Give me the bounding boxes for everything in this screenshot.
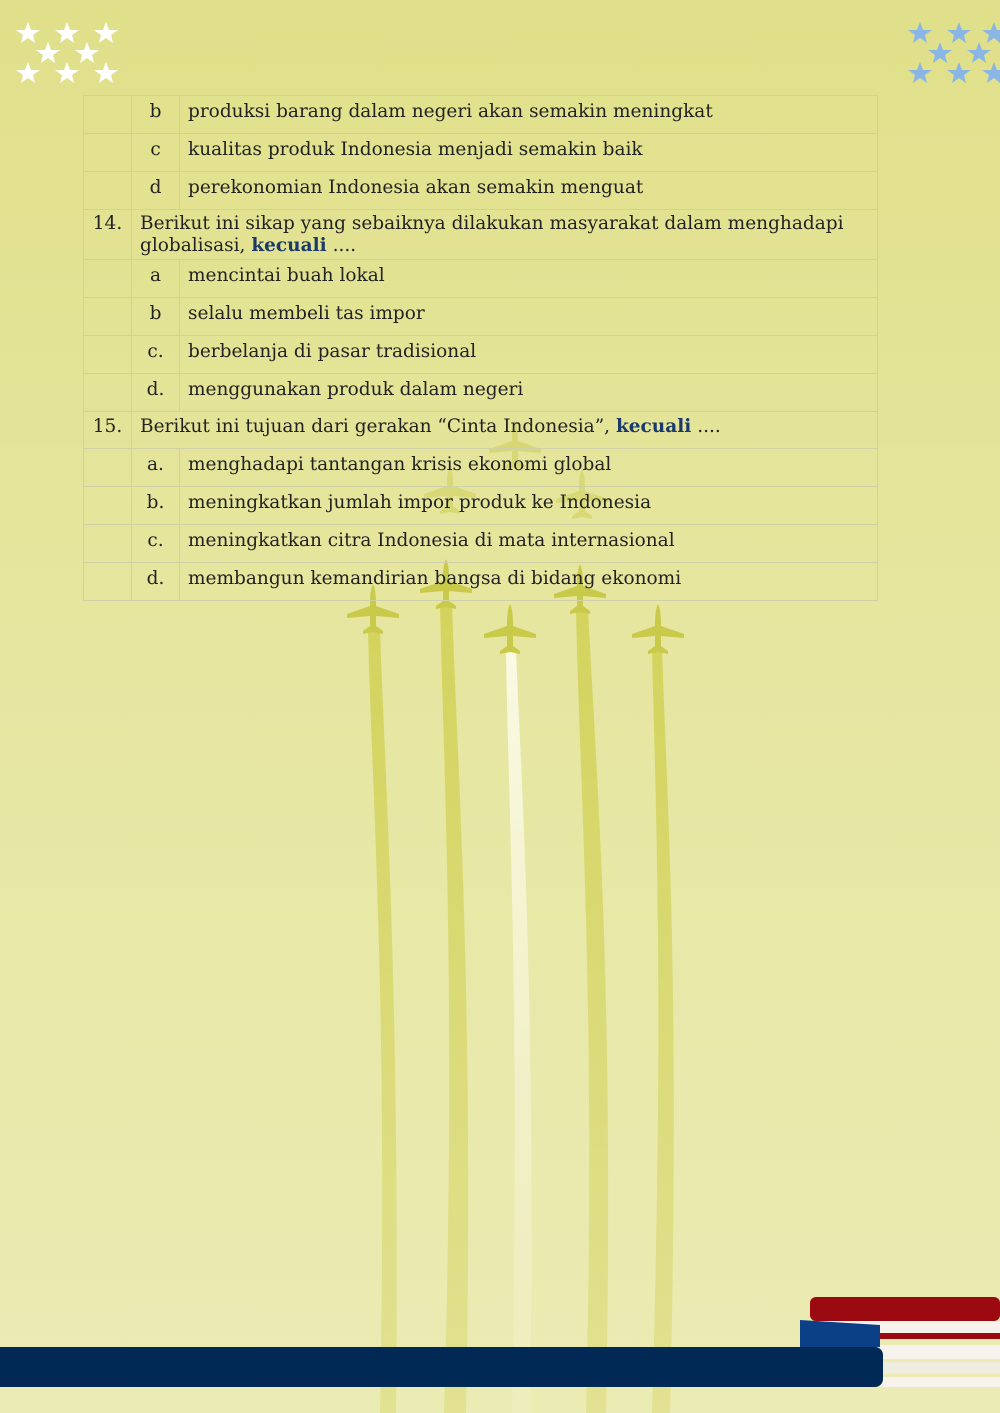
option-letter: d. (132, 563, 180, 601)
question-number: 15. (84, 412, 132, 449)
option-text: meningkatkan jumlah impor produk ke Indonesia (180, 487, 878, 525)
option-text: membangun kemandirian bangsa di bidang ekonomi (180, 563, 878, 601)
keyword-kecuali: kecuali (615, 416, 692, 437)
option-row (84, 260, 878, 298)
number-cell (84, 374, 132, 412)
question-stem: Berikut ini tujuan dari gerakan “Cinta Indonesia”, (140, 416, 611, 437)
option-letter: b. (132, 487, 180, 525)
question-15-row (84, 412, 878, 449)
option-row (84, 374, 878, 412)
option-letter: d (132, 172, 180, 210)
option-letter: d. (132, 374, 180, 412)
question-ellipsis: .... (697, 416, 721, 437)
option-text: meningkatkan citra Indonesia di mata internasional (180, 525, 878, 563)
question-table (83, 95, 878, 601)
number-cell (84, 172, 132, 210)
option-text: selalu membeli tas impor (180, 298, 878, 336)
option-row (84, 449, 878, 487)
number-cell (84, 298, 132, 336)
option-text: menggunakan produk dalam negeri (180, 374, 878, 412)
option-row (84, 563, 878, 601)
keyword-kecuali: kecuali (251, 235, 327, 256)
option-letter: c. (132, 336, 180, 374)
option-letter: b (132, 96, 180, 134)
option-letter: c. (132, 525, 180, 563)
option-text: mencintai buah lokal (180, 260, 878, 298)
option-text: perekonomian Indonesia akan semakin menguat (180, 172, 878, 210)
question-14-row (84, 210, 878, 260)
number-cell (84, 336, 132, 374)
question-stem: Berikut ini sikap yang sebaiknya dilakukan masyarakat dalam menghadapi globalisasi, (140, 213, 844, 256)
number-cell (84, 260, 132, 298)
question-number: 14. (84, 210, 132, 260)
option-text: berbelanja di pasar tradisional (180, 336, 878, 374)
option-row (84, 134, 878, 172)
option-letter: a. (132, 449, 180, 487)
option-row (84, 172, 878, 210)
option-row (84, 96, 878, 134)
stars-left-icon (14, 22, 124, 84)
option-row (84, 487, 878, 525)
number-cell (84, 525, 132, 563)
option-row (84, 298, 878, 336)
number-cell (84, 96, 132, 134)
option-text: menghadapi tantangan krisis ekonomi global (180, 449, 878, 487)
number-cell (84, 563, 132, 601)
option-row (84, 525, 878, 563)
option-row (84, 336, 878, 374)
option-letter: a (132, 260, 180, 298)
question-15-text (132, 412, 878, 449)
option-letter: b (132, 298, 180, 336)
option-text: produksi barang dalam negeri akan semakin meningkat (180, 96, 878, 134)
option-text: kualitas produk Indonesia menjadi semakin baik (180, 134, 878, 172)
number-cell (84, 487, 132, 525)
footer-navy-bar (0, 1347, 883, 1387)
question-ellipsis: .... (332, 235, 357, 256)
number-cell (84, 134, 132, 172)
stars-right-icon (904, 22, 1000, 84)
number-cell (84, 449, 132, 487)
question-14-text (132, 210, 878, 260)
option-letter: c (132, 134, 180, 172)
